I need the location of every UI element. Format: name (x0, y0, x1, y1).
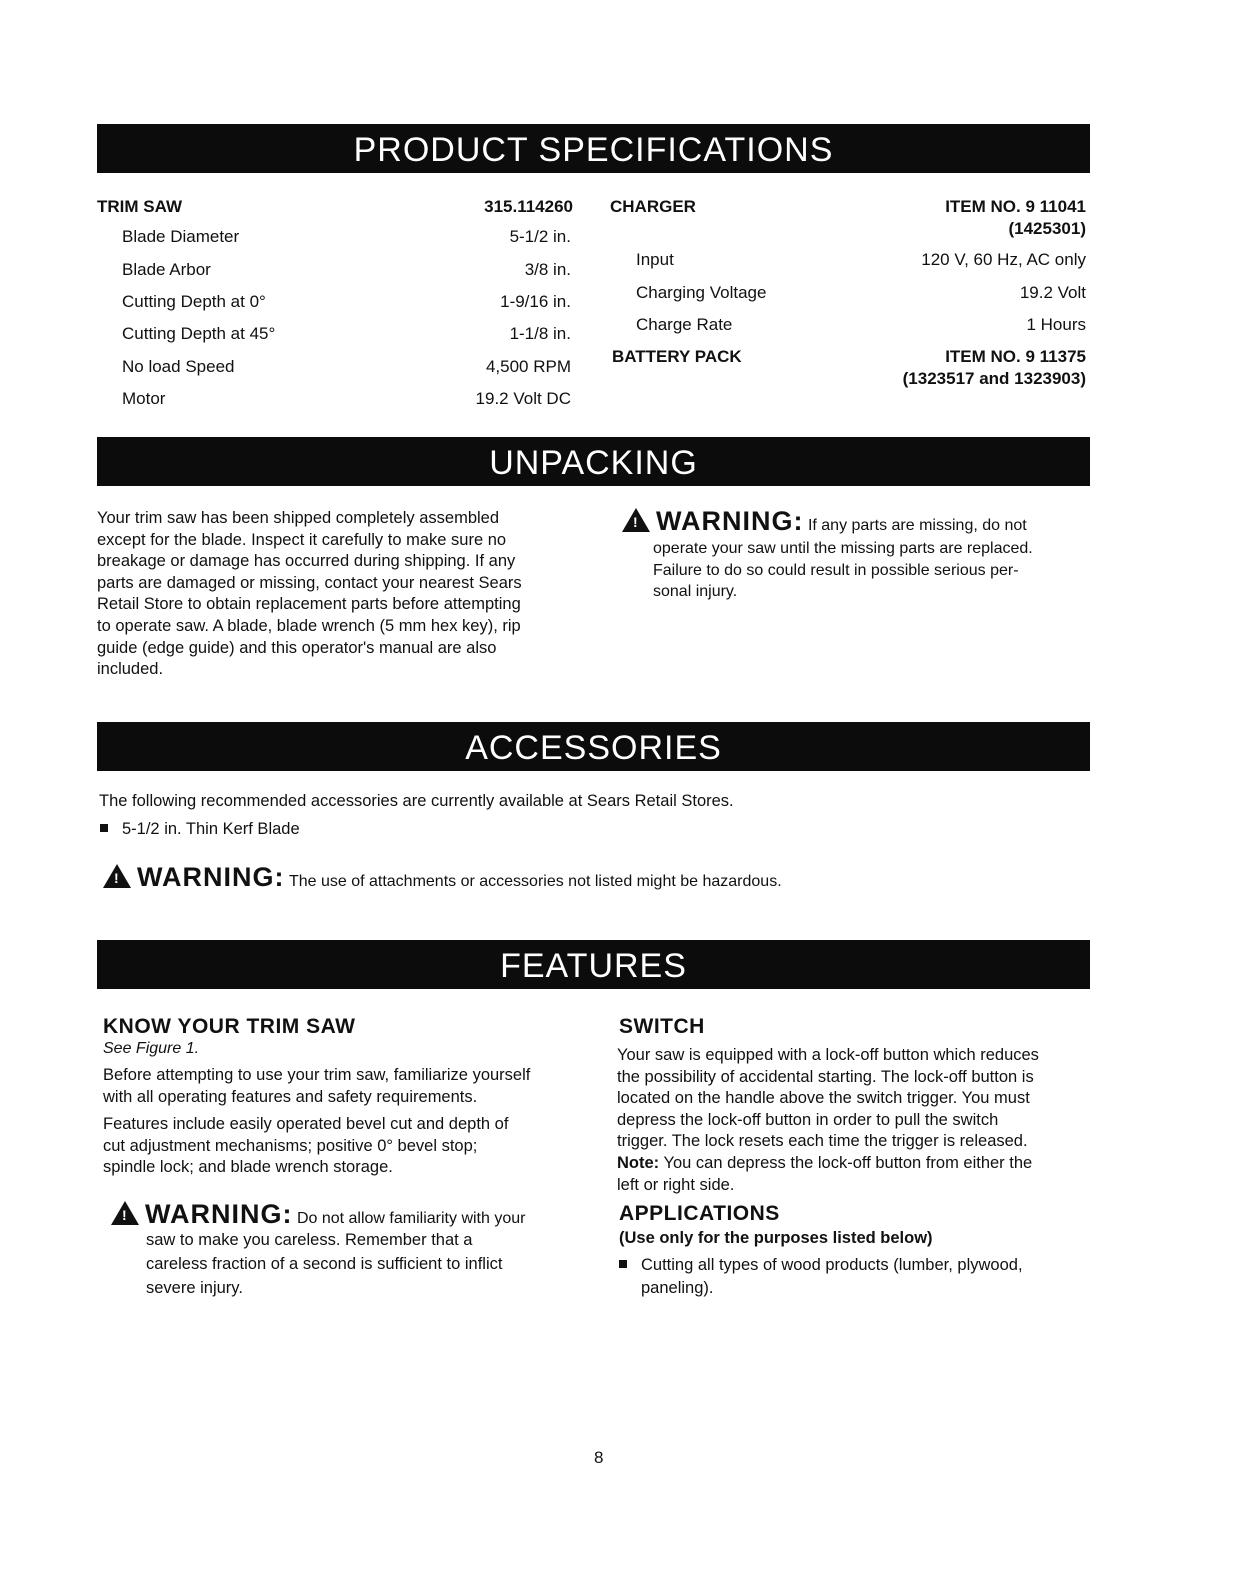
section-header-accessories: ACCESSORIES (97, 722, 1090, 771)
text-line: Retail Store to obtain replacement parts before attempting (97, 595, 521, 614)
accessory-item (100, 820, 300, 839)
applications-subheading: (Use only for the purposes listed below) (619, 1229, 933, 1247)
application-item-continuation: paneling). (641, 1279, 714, 1297)
spec-label: No load Speed (122, 357, 235, 376)
unpacking-warning (622, 506, 1027, 537)
text-line: cut adjustment mechanisms; positive 0° bevel stop; (103, 1136, 478, 1155)
application-item-text: Cutting all types of wood products (lumber, plywood, (641, 1256, 1023, 1274)
text-line: Failure to do so could result in possible serious per- (653, 561, 1019, 579)
note-line (617, 1153, 1039, 1175)
warning-text: Do not allow familiarity with your (296, 1210, 526, 1227)
trim-saw-model: 315.114260 (484, 197, 573, 216)
text-line: spindle lock; and blade wrench storage. (103, 1158, 393, 1177)
features-warning-body (146, 1228, 502, 1300)
warning-text: The use of attachments or accessories not listed might be hazardous. (288, 873, 782, 890)
warning-text: If any parts are missing, do not (807, 517, 1027, 534)
features-paragraph-1 (103, 1065, 530, 1108)
application-item (619, 1256, 1023, 1275)
accessory-item-label: 5-1/2 in. Thin Kerf Blade (122, 820, 300, 838)
section-header-features: FEATURES (97, 940, 1090, 989)
text-line: Your saw is equipped with a lock-off button which reduces (617, 1046, 1039, 1064)
features-paragraph-2 (103, 1114, 508, 1179)
trim-saw-title: TRIM SAW (97, 197, 182, 216)
section-header-product-specifications: PRODUCT SPECIFICATIONS (97, 124, 1090, 173)
spec-label: Blade Arbor (122, 260, 211, 279)
bullet-icon (100, 824, 108, 832)
text-line: left or right side. (617, 1175, 735, 1194)
text-line: depress the lock-off button in order to pull the switch (617, 1110, 999, 1129)
see-figure-reference: See Figure 1. (103, 1040, 200, 1057)
switch-text (617, 1045, 1039, 1196)
warning-triangle-icon (103, 864, 131, 888)
warning-triangle-icon (622, 508, 650, 532)
text-line: guide (edge guide) and this operator's manual are also (97, 638, 497, 657)
text-line: included. (97, 660, 164, 679)
text-line: Your trim saw has been shipped completely assembled (97, 509, 500, 527)
text-line: breakage or damage has occurred during shipping. If any (97, 552, 516, 571)
spec-value: 19.2 Volt DC (475, 389, 571, 408)
spec-label: Input (636, 250, 674, 269)
spec-value: 1-1/8 in. (509, 324, 571, 343)
spec-value: 120 V, 60 Hz, AC only (921, 250, 1086, 269)
text-line: saw to make you careless. Remember that a (146, 1231, 473, 1249)
spec-value: 1 Hours (1026, 315, 1086, 334)
applications-heading: APPLICATIONS (619, 1202, 780, 1225)
text-line: to operate saw. A blade, blade wrench (5 mm hex key), rip (97, 616, 521, 635)
battery-title: BATTERY PACK (612, 347, 742, 366)
spec-label: Cutting Depth at 0° (122, 292, 266, 311)
page-number: 8 (594, 1448, 604, 1467)
text-line: careless fraction of a second is sufficient to inflict (146, 1255, 503, 1273)
note-text: You can depress the lock-off button from either the (663, 1153, 1033, 1172)
spec-value: 1-9/16 in. (500, 292, 571, 311)
spec-value: 19.2 Volt (1019, 283, 1086, 302)
spec-label: Charging Voltage (636, 283, 767, 302)
battery-item-number: ITEM NO. 9 11375 (945, 347, 1086, 366)
accessories-warning (103, 862, 782, 893)
spec-label: Cutting Depth at 45° (122, 324, 276, 343)
text-line: trigger. The lock resets each time the trigger is released. (617, 1132, 1028, 1151)
text-line: except for the blade. Inspect it carefully to make sure no (97, 530, 507, 549)
warning-triangle-icon (111, 1201, 139, 1225)
switch-heading: SWITCH (619, 1015, 705, 1038)
text-line: operate your saw until the missing parts are replaced. (653, 540, 1033, 557)
spec-label: Charge Rate (636, 315, 733, 334)
warning-label: WARNING: (137, 862, 285, 892)
spec-label: Motor (122, 389, 166, 408)
text-line: parts are damaged or missing, contact your nearest Sears (97, 573, 522, 592)
text-line: located on the handle above the switch trigger. You must (617, 1089, 1030, 1108)
unpacking-text (97, 508, 587, 681)
spec-value: 3/8 in. (524, 260, 571, 279)
spec-value: 5-1/2 in. (509, 227, 571, 246)
charger-item-sub: (1425301) (1008, 219, 1086, 238)
warning-label: WARNING: (145, 1199, 293, 1229)
text-line: with all operating features and safety requirements. (103, 1087, 478, 1106)
know-your-trim-saw-heading: KNOW YOUR TRIM SAW (103, 1015, 356, 1038)
features-warning (111, 1199, 525, 1230)
text-line: severe injury. (146, 1279, 243, 1297)
text-line: Features include easily operated bevel cut and depth of (103, 1115, 509, 1133)
spec-value: 4,500 RPM (485, 357, 571, 376)
spec-label: Blade Diameter (122, 227, 240, 246)
text-line: sonal injury. (653, 583, 738, 600)
bullet-icon (619, 1260, 627, 1268)
accessories-intro: The following recommended accessories are currently available at Sears Retail Stores. (99, 792, 734, 810)
section-header-unpacking: UNPACKING (97, 437, 1090, 486)
warning-label: WARNING: (656, 506, 804, 536)
unpacking-warning-body (653, 538, 1033, 603)
battery-item-sub: (1323517 and 1323903) (902, 369, 1086, 388)
note-label: Note: (617, 1153, 660, 1172)
charger-item-number: ITEM NO. 9 11041 (945, 197, 1086, 216)
text-line: the possibility of accidental starting. The lock-off button is (617, 1067, 1034, 1086)
text-line: Before attempting to use your trim saw, familiarize yourself (103, 1066, 531, 1084)
charger-title: CHARGER (610, 197, 696, 216)
